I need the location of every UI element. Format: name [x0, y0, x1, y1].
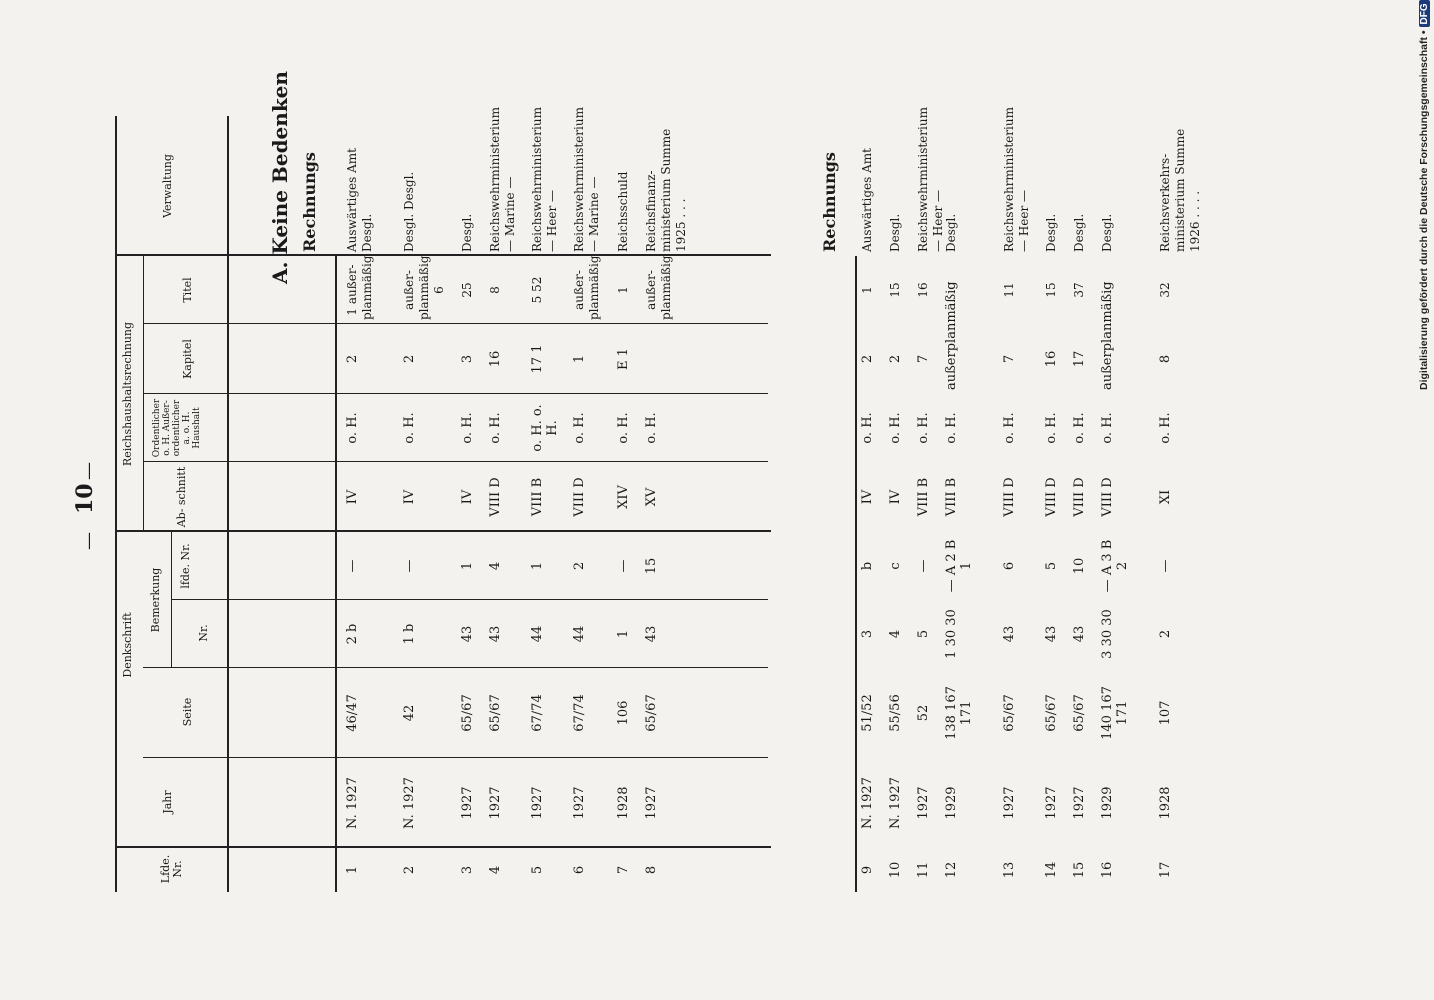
cell-seite: 65/67 — [1044, 694, 1059, 732]
cell-verwaltung: Desgl. — [1072, 213, 1086, 252]
cell-abschnitt: XIV — [616, 485, 631, 509]
cell-haushalt: o. H. — [460, 412, 475, 444]
table-bemerkung-rule — [171, 532, 172, 668]
cell-verwaltung: Reichswehrministerium — Heer — — [916, 107, 945, 252]
cell-haushalt: o. H. — [1100, 412, 1115, 444]
cell-haushalt: o. H. — [1044, 412, 1059, 444]
cell-haushalt: o. H. — [488, 412, 503, 444]
cell-verwaltung: Desgl. — [944, 213, 958, 252]
col-sep-4 — [171, 599, 768, 600]
table-rhr-rule — [143, 256, 144, 532]
section-subheading-1: Rechnungs — [300, 152, 319, 252]
cell-haushalt: o. H. — [860, 412, 875, 444]
cell-haushalt: o. H. — [1072, 412, 1087, 444]
cell-seite: 67/74 — [530, 694, 545, 732]
cell-jahr: N. 1927 — [860, 777, 875, 829]
cell-verwaltung: Desgl. — [888, 213, 902, 252]
cell-nr: 43 — [1072, 625, 1087, 643]
cell-jahr: 1927 — [530, 786, 545, 820]
col-sep-5 — [115, 530, 771, 532]
digitization-credit — [1418, 0, 1430, 390]
cell-kapitel: außerplanmäßig — [944, 281, 959, 390]
cell-seite: 51/52 — [860, 694, 875, 732]
cell-lfdnr: — A 3 B 2 — [1100, 539, 1130, 593]
cell-lfdnr: — — [616, 559, 631, 573]
cell-titel: 15 — [888, 282, 902, 298]
cell-titel: außer- planmäßig — [644, 255, 673, 320]
cell-abschnitt: IV — [345, 489, 360, 505]
cell-lfd: 13 — [1002, 861, 1017, 879]
cell-lfdnr: 2 — [572, 561, 587, 571]
cell-abschnitt: IV — [402, 489, 417, 505]
cell-abschnitt: IV — [860, 489, 875, 505]
cell-haushalt: o. H. — [944, 412, 959, 444]
header-jahr: Jahr — [161, 790, 174, 814]
cell-kapitel: 7 — [1002, 354, 1017, 364]
cell-haushalt: o. H. — [916, 412, 931, 444]
col-sep-6 — [143, 461, 768, 462]
cell-lfd: 12 — [944, 861, 959, 879]
cell-titel: 25 — [460, 282, 474, 298]
cell-nr: 3 30 30 — [1100, 609, 1115, 659]
cell-seite: 55/56 — [888, 694, 903, 732]
cell-seite: 65/67 — [460, 694, 475, 732]
cell-nr: 2 — [1158, 629, 1173, 639]
cell-lfd: 2 — [402, 865, 417, 875]
cell-lfd: 6 — [572, 865, 587, 875]
table-header-bottom-rule — [227, 116, 229, 892]
cell-abschnitt: VIII D — [572, 477, 587, 517]
cell-nr: 5 — [916, 629, 931, 639]
cell-nr: 2 b — [345, 623, 360, 645]
cell-titel: 11 — [1002, 282, 1016, 298]
cell-abschnitt: VIII B — [944, 477, 959, 517]
cell-abschnitt: VIII D — [1100, 477, 1115, 517]
cell-jahr: 1927 — [488, 786, 503, 820]
cell-seite: 106 — [616, 700, 631, 726]
cell-abschnitt: XV — [644, 487, 659, 507]
col-sep-3 — [143, 667, 768, 668]
cell-nr: 1 30 30 — [944, 609, 959, 659]
header-bem-nr: Nr. — [197, 624, 210, 642]
cell-seite: 140 167 171 — [1100, 686, 1130, 740]
cell-jahr: N. 1927 — [402, 777, 417, 829]
cell-seite: 138 167 171 — [944, 686, 974, 740]
cell-jahr: 1927 — [460, 786, 475, 820]
cell-nr: 43 — [488, 625, 503, 643]
cell-kapitel: 1 — [572, 354, 587, 364]
header-seite: Seite — [181, 697, 194, 727]
cell-kapitel: 8 — [1158, 354, 1173, 364]
cell-verwaltung: Desgl. — [460, 213, 474, 252]
cell-jahr: 1927 — [644, 786, 659, 820]
cell-seite: 46/47 — [345, 694, 360, 732]
cell-lfd: 9 — [860, 865, 875, 875]
cell-lfd: 5 — [530, 865, 545, 875]
section-title: A. Keine Bedenken — [268, 71, 292, 284]
cell-titel: 32 — [1158, 282, 1172, 298]
cell-lfdnr: 4 — [488, 561, 503, 571]
block2-top-rule — [855, 256, 857, 892]
cell-lfdnr: — — [1158, 559, 1173, 573]
cell-haushalt: o. H. — [888, 412, 903, 444]
cell-kapitel: 2 — [888, 354, 903, 364]
header-haushalt: Ordentlicher o. H. Außer- ordentlicher a. o. H. Haushalt — [152, 398, 202, 458]
cell-verwaltung: Reichswehrministerium — Heer — — [1002, 107, 1031, 252]
cell-lfdnr: — A 2 B 1 — [944, 539, 974, 593]
cell-kapitel: 17 — [1072, 350, 1087, 368]
cell-nr: 1 — [616, 629, 631, 639]
cell-lfd: 10 — [888, 861, 903, 879]
cell-kapitel: außerplanmäßig — [1100, 281, 1115, 390]
block1-top-rule — [335, 256, 337, 892]
cell-jahr: N. 1927 — [888, 777, 903, 829]
col-sep-2 — [143, 757, 768, 758]
cell-abschnitt: IV — [888, 489, 903, 505]
cell-jahr: N. 1927 — [345, 777, 360, 829]
cell-jahr: 1929 — [1100, 786, 1115, 820]
cell-verwaltung: Desgl. — [1100, 213, 1114, 252]
cell-abschnitt: VIII B — [916, 477, 931, 517]
header-bemerkung: Bemerkung — [149, 567, 162, 633]
cell-verwaltung: Reichsverkehrs- ministerium Summe 1926 . . . . — [1158, 128, 1202, 252]
cell-verwaltung: Reichswehrministerium — Marine — — [572, 107, 601, 252]
cell-lfdnr: 1 — [530, 561, 545, 571]
cell-haushalt: o. H. — [572, 412, 587, 444]
table-top-rule — [115, 116, 117, 892]
cell-verwaltung: Desgl. — [1044, 213, 1058, 252]
cell-titel: 8 — [488, 286, 502, 294]
cell-haushalt: o. H. — [1158, 412, 1173, 444]
cell-haushalt: o. H. — [644, 412, 659, 444]
cell-nr: 4 — [888, 629, 903, 639]
cell-jahr: 1928 — [1158, 786, 1173, 820]
digitization-credit-text: Digitalisierung gefördert durch die Deutsche Forschungsgemeinschaft • — [1418, 30, 1430, 390]
cell-titel: 1 — [860, 286, 874, 294]
cell-jahr: 1928 — [616, 786, 631, 820]
cell-jahr: 1929 — [944, 786, 959, 820]
cell-kapitel: 16 — [488, 350, 503, 368]
cell-titel: 15 — [1044, 282, 1058, 298]
cell-seite: 67/74 — [572, 694, 587, 732]
cell-verwaltung: Desgl. Desgl. — [402, 171, 416, 252]
cell-seite: 65/67 — [488, 694, 503, 732]
cell-nr: 44 — [572, 625, 587, 643]
cell-lfdnr: 6 — [1002, 561, 1017, 571]
cell-lfdnr: 10 — [1072, 557, 1087, 575]
cell-seite: 107 — [1158, 700, 1173, 726]
cell-titel: 5 52 — [530, 276, 544, 304]
cell-titel: außer- planmäßig — [572, 255, 601, 320]
cell-kapitel: 7 — [916, 354, 931, 364]
cell-nr: 43 — [460, 625, 475, 643]
cell-lfdnr: 15 — [644, 557, 659, 575]
cell-lfd: 7 — [616, 865, 631, 875]
cell-lfd: 4 — [488, 865, 503, 875]
cell-jahr: 1927 — [916, 786, 931, 820]
col-sep-7 — [143, 393, 768, 394]
cell-lfd: 16 — [1100, 861, 1115, 879]
cell-verwaltung: Reichsfinanz- ministerium Summe 1925 . . . — [644, 128, 688, 252]
cell-lfdnr: c — [888, 562, 903, 570]
cell-lfdnr: 5 — [1044, 561, 1059, 571]
cell-lfd: 8 — [644, 865, 659, 875]
cell-verwaltung: Auswärtiges Amt Desgl. — [345, 148, 374, 252]
cell-nr: 43 — [1002, 625, 1017, 643]
cell-nr: 43 — [1044, 625, 1059, 643]
cell-verwaltung: Reichswehrministerium — Marine — — [488, 107, 517, 252]
page-number: 10 — [72, 483, 98, 514]
cell-nr: 44 — [530, 625, 545, 643]
cell-abschnitt: VIII D — [1002, 477, 1017, 517]
cell-seite: 65/67 — [1002, 694, 1017, 732]
header-bem-lfd: lfde. Nr. — [179, 543, 192, 589]
cell-lfdnr: — — [345, 559, 360, 573]
cell-kapitel: 2 — [402, 354, 417, 364]
header-titel: Titel — [181, 277, 194, 303]
cell-kapitel: 2 — [860, 354, 875, 364]
cell-lfdnr: 1 — [460, 561, 475, 571]
cell-lfd: 3 — [460, 865, 475, 875]
cell-verwaltung: Reichsschuld — [616, 171, 630, 252]
cell-seite: 42 — [402, 704, 417, 722]
cell-nr: 1 b — [402, 623, 417, 645]
cell-nr: 3 — [860, 629, 875, 639]
cell-titel: 37 — [1072, 282, 1086, 298]
cell-lfd: 11 — [916, 861, 931, 879]
cell-titel: 1 außer- planmäßig — [345, 255, 374, 320]
cell-abschnitt: VIII D — [488, 477, 503, 517]
col-sep-1 — [115, 846, 771, 848]
cell-jahr: 1927 — [1072, 786, 1087, 820]
cell-jahr: 1927 — [572, 786, 587, 820]
cell-haushalt: o. H. o. H. — [530, 404, 560, 452]
cell-abschnitt: IV — [460, 489, 475, 505]
cell-lfd: 1 — [345, 865, 360, 875]
header-denkschrift: Denkschrift — [121, 612, 134, 678]
cell-lfdnr: — — [916, 559, 931, 573]
header-verwaltung: Verwaltung — [161, 154, 174, 218]
cell-jahr: 1927 — [1044, 786, 1059, 820]
cell-nr: 43 — [644, 625, 659, 643]
cell-verwaltung: Reichswehrministerium — Heer — — [530, 107, 559, 252]
cell-seite: 65/67 — [1072, 694, 1087, 732]
cell-lfd: 14 — [1044, 861, 1059, 879]
cell-verwaltung: Auswärtiges Amt — [860, 148, 874, 252]
page-dash-left: — — [78, 462, 99, 480]
cell-haushalt: o. H. — [345, 412, 360, 444]
cell-lfdnr: b — [860, 561, 875, 571]
cell-haushalt: o. H. — [402, 412, 417, 444]
cell-kapitel: E 1 — [616, 348, 631, 370]
cell-kapitel: 17 1 — [530, 344, 545, 374]
header-lfd: Lfde. Nr. — [159, 854, 184, 884]
cell-abschnitt: VIII D — [1044, 477, 1059, 517]
cell-lfdnr: — — [402, 559, 417, 573]
page-dash-right: — — [78, 532, 99, 550]
cell-kapitel: 16 — [1044, 350, 1059, 368]
cell-seite: 52 — [916, 704, 931, 722]
cell-haushalt: o. H. — [616, 412, 631, 444]
header-rhr: Reichshaushaltsrechnung — [121, 321, 134, 467]
cell-lfd: 17 — [1158, 861, 1173, 879]
cell-kapitel: 2 — [345, 354, 360, 364]
cell-seite: 65/67 — [644, 694, 659, 732]
cell-titel: 16 — [916, 282, 930, 298]
cell-lfd: 15 — [1072, 861, 1087, 879]
cell-kapitel: 3 — [460, 354, 475, 364]
cell-titel: 1 — [616, 286, 630, 294]
dfg-logo: DFG — [1419, 0, 1430, 27]
col-sep-8 — [143, 323, 768, 324]
cell-abschnitt: VIII D — [1072, 477, 1087, 517]
cell-jahr: 1927 — [1002, 786, 1017, 820]
header-kapitel: Kapitel — [181, 339, 194, 379]
cell-haushalt: o. H. — [1002, 412, 1017, 444]
cell-abschnitt: VIII B — [530, 477, 545, 517]
section-subheading-2: Rechnungs — [820, 152, 839, 252]
header-abschnitt: Ab- schnitt — [175, 466, 188, 528]
cell-titel: außer- planmäßig 6 — [402, 255, 446, 320]
cell-abschnitt: XI — [1158, 489, 1173, 505]
